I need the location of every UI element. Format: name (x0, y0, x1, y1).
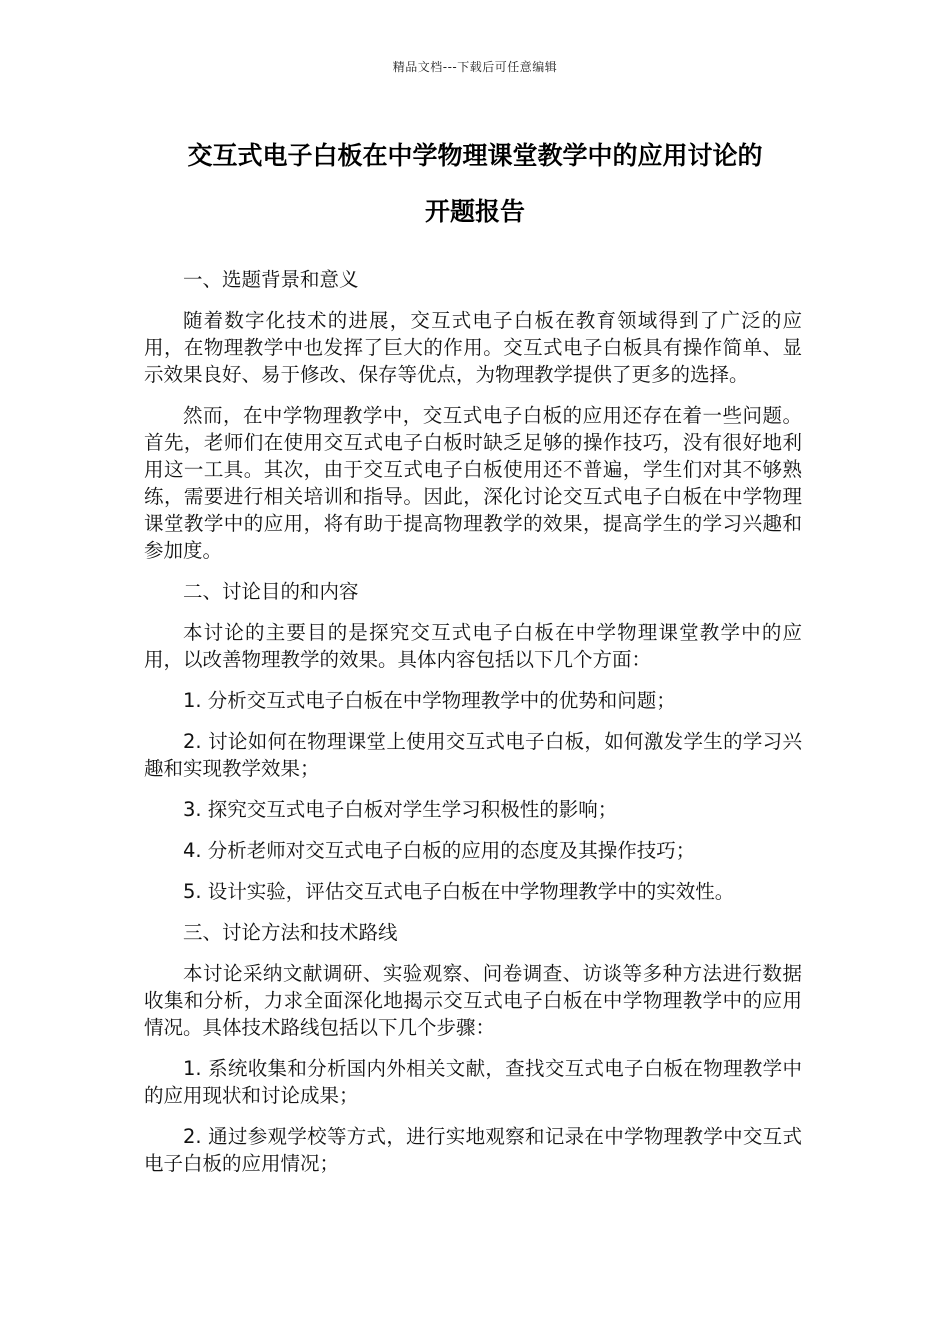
section-heading-background: 一、选题背景和意义 (183, 268, 359, 291)
document-body (144, 266, 802, 1191)
paragraph-background-1: 随着数字化技术的进展，交互式电子白板在教育领域得到了广泛的应用，在物理教学中也发挥了巨大的作用。交互式电子白板具有操作简单、显示效果良好、易于修改、保存等优点，为物理教学提供了更多的选择。 (144, 309, 802, 386)
document-title (140, 128, 810, 240)
purpose-list-item: 4. 分析老师对交互式电子白板的应用的态度及其操作技巧； (183, 839, 696, 862)
section-heading-purpose: 二、讨论目的和内容 (183, 580, 359, 603)
paragraph-purpose-intro: 本讨论的主要目的是探究交互式电子白板在中学物理课堂教学中的应用，以改善物理教学的效果。具体内容包括以下几个方面： (144, 621, 802, 671)
title-line-1: 交互式电子白板在中学物理课堂教学中的应用讨论的 (187, 141, 763, 170)
purpose-list-item: 5. 设计实验，评估交互式电子白板在中学物理教学中的实效性。 (183, 880, 735, 903)
header-note: 精品文档---下载后可任意编辑 (392, 60, 558, 74)
paragraph-background-2: 然而，在中学物理教学中，交互式电子白板的应用还存在着一些问题。首先，老师们在使用交互式电子白板时缺乏足够的操作技巧，没有很好地利用这一工具。其次，由于交互式电子白板使用还不普遍，学生们对其不够熟练，需要进行相关培训和指导。因此，深化讨论交互式电子白板在中学物理课堂教学中的应用，将有助于提高物理教学的效果，提高学生的学习兴趣和参加度。 (144, 404, 802, 562)
title-line-2: 开题报告 (424, 197, 525, 226)
purpose-list-item: 1. 分析交互式电子白板在中学物理教学中的优势和问题； (183, 689, 676, 712)
methods-list-item: 1. 系统收集和分析国内外相关文献，查找交互式电子白板在物理教学中的应用现状和讨论成果； (144, 1057, 802, 1107)
methods-list-item: 2. 通过参观学校等方式，进行实地观察和记录在中学物理教学中交互式电子白板的应用情况； (144, 1125, 802, 1175)
section-heading-methods: 三、讨论方法和技术路线 (183, 921, 398, 944)
paragraph-methods-intro: 本讨论采纳文献调研、实验观察、问卷调查、访谈等多种方法进行数据收集和分析，力求全面深化地揭示交互式电子白板在中学物理教学中的应用情况。具体技术路线包括以下几个步骤： (144, 962, 802, 1039)
purpose-list-item: 2. 讨论如何在物理课堂上使用交互式电子白板，如何激发学生的学习兴趣和实现教学效果； (144, 730, 802, 780)
purpose-list-item: 3. 探究交互式电子白板对学生学习积极性的影响； (183, 798, 618, 821)
